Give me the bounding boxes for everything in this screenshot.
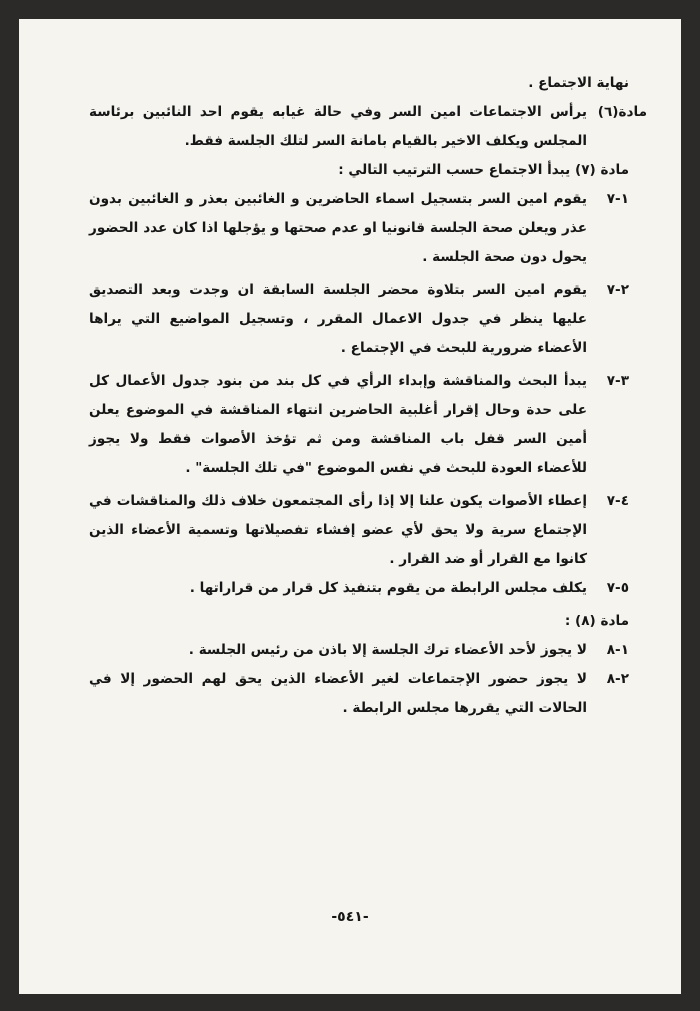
item-number: ٢-٧ bbox=[606, 282, 629, 298]
item-text: يقوم امين السر بتلاوة محضر الجلسة السابقة ان وجدت وبعد التصديق عليها ينظر في جدول الاعمال المقرر ، وتسجيل المواضيع التي يراها الأعضاء ضرورية للبحث في الإجتماع . bbox=[89, 282, 587, 356]
article-6-text: يرأس الاجتماعات امين السر وفي حالة غيابه يقوم احد النائبين برئاسة المجلس ويكلف الاخير بالقيام بامانة السر لتلك الجلسة فقط. bbox=[89, 104, 587, 149]
article-7-item-1 bbox=[89, 185, 629, 272]
article-6-label: مادة(٦) bbox=[597, 104, 647, 120]
item-number: ٤-٧ bbox=[606, 493, 629, 509]
item-text: إعطاء الأصوات يكون علنا إلا إذا رأى المجتمعون خلاف ذلك والمناقشات في الإجتماع سرية ولا يحق لأي عضو إفشاء تفصيلاتها وتسمية الأعضاء الذين كانوا مع القرار أو ضد القرار . bbox=[89, 493, 587, 567]
article-7-item-5 bbox=[89, 574, 629, 603]
intro-line: نهاية الاجتماع . bbox=[528, 75, 629, 91]
item-text: يقوم امين السر بتسجيل اسماء الحاضرين و الغائبين بعذر و الغائبين بدون عذر ويعلن صحة الجلسة قانونيا او عدم صحتها و يؤجلها اذا كان عدد الحضور يحول دون صحة الجلسة . bbox=[89, 191, 587, 265]
item-text: يبدأ البحث والمناقشة وإبداء الرأي في كل بند من بنود جدول الأعمال كل على حدة وحال إقرار أغلبية الحاضرين انتهاء المناقشة في الموضوع يعلن أمين السر قفل باب المناقشة ومن ثم تؤخذ الأصوات فقط ولا يجوز للأعضاء العودة للبحث في نفس الموضوع "في تلك الجلسة" . bbox=[89, 373, 587, 476]
item-number: ٢-٨ bbox=[606, 671, 629, 687]
article-8-label: مادة (٨) : bbox=[564, 613, 629, 629]
article-7-item-4 bbox=[89, 487, 629, 574]
article-7-item-2 bbox=[89, 276, 629, 363]
item-number: ٣-٧ bbox=[606, 373, 629, 389]
article-7-heading bbox=[89, 156, 629, 185]
item-text: لا يجوز حضور الإجتماعات لغير الأعضاء الذين يحق لهم الحضور إلا في الحالات التي يقررها مجلس الرابطة . bbox=[89, 671, 587, 716]
item-number: ٥-٧ bbox=[606, 580, 629, 596]
article-8-item-1 bbox=[89, 636, 629, 665]
page-number: -٥٤١- bbox=[331, 909, 369, 925]
article-7-item-3 bbox=[89, 367, 629, 483]
article-7-text: يبدأ الاجتماع حسب الترتيب التالي : bbox=[338, 162, 571, 178]
item-text: لا يجوز لأحد الأعضاء ترك الجلسة إلا باذن من رئيس الجلسة . bbox=[188, 642, 587, 658]
article-8-item-2 bbox=[89, 665, 629, 723]
item-number: ١-٧ bbox=[606, 191, 629, 207]
document-page bbox=[19, 19, 681, 994]
item-number: ١-٨ bbox=[606, 642, 629, 658]
article-6 bbox=[89, 98, 647, 156]
document-body bbox=[89, 69, 647, 723]
item-text: يكلف مجلس الرابطة من يقوم بتنفيذ كل قرار من قراراتها . bbox=[189, 580, 587, 596]
article-7-label: مادة (٧) bbox=[575, 162, 629, 178]
